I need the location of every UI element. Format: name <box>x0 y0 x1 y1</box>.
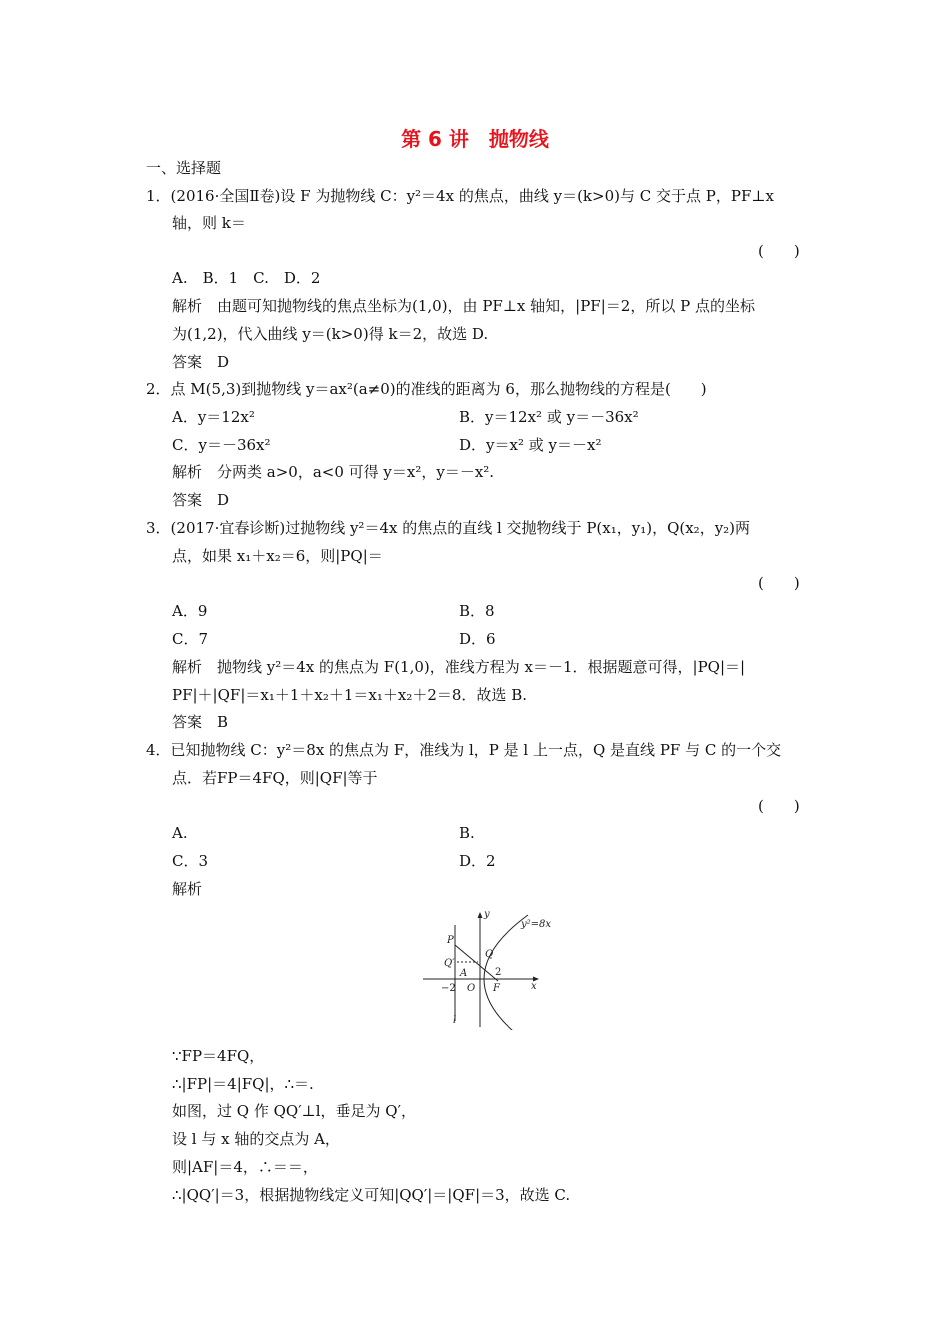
q4-option-b: B. <box>459 824 475 842</box>
q2-option-d: D．y＝x² 或 y＝－x² <box>459 436 602 454</box>
page-title: 第 6 讲 抛物线 <box>401 127 549 151</box>
q1-explanation-line1: 解析 由题可知抛物线的焦点坐标为(1,0)，由 PF⊥x 轴知，|PF|＝2，所以 P 点的坐标 <box>172 297 755 315</box>
q2-stem: 2．点 M(5,3)到抛物线 y＝ax²(a≠0)的准线的距离为 6，那么抛物线的方程是( ) <box>146 380 707 398</box>
q4-option-a: A. <box>172 824 188 842</box>
q3-option-d: D．6 <box>459 630 496 648</box>
x-axis-label: x <box>531 981 537 992</box>
q4-solution-line4: 设 l 与 x 轴的交点为 A， <box>172 1130 340 1148</box>
q1-answer-blank: ( ) <box>758 242 800 260</box>
q4-explanation-label: 解析 <box>172 880 203 898</box>
tick-neg2-label: −2 <box>441 983 456 994</box>
q4-option-d: D．2 <box>459 852 496 870</box>
q4-option-c: C．3 <box>172 852 209 870</box>
q1-explanation-line2: 为(1,2)，代入曲线 y＝(k>0)得 k＝2，故选 D. <box>172 325 489 343</box>
q2-answer: 答案 D <box>172 491 230 509</box>
q3-stem-line2: 点，如果 x₁＋x₂＝6，则|PQ|＝ <box>172 547 383 565</box>
q2-option-a: A．y＝12x² <box>172 408 255 426</box>
q3-answer: 答案 B <box>172 713 229 731</box>
q3-answer-blank: ( ) <box>758 574 800 592</box>
q4-solution-line5: 则|AF|＝4，∴＝＝， <box>172 1158 318 1176</box>
q4-solution-line1: ∵FP＝4FQ， <box>172 1047 265 1065</box>
q1-stem-line1: 1．(2016·全国Ⅱ卷)设 F 为抛物线 C：y²＝4x 的焦点，曲线 y＝(k>0)与 C 交于点 P，PF⊥x <box>146 187 774 205</box>
parabola-curve <box>484 915 528 1030</box>
parabola-figure <box>415 905 560 1030</box>
point-p-label: P <box>447 935 454 946</box>
point-f-label: F <box>493 983 500 994</box>
origin-label: O <box>467 983 476 994</box>
q3-option-c: C．7 <box>172 630 209 648</box>
q4-solution-line6: ∴|QQ′|＝3，根据抛物线定义可知|QQ′|＝|QF|＝3，故选 C. <box>172 1186 571 1204</box>
q4-solution-line2: ∴|FP|＝4|FQ|，∴＝. <box>172 1075 314 1093</box>
q1-options: A. B．1 C. D．2 <box>172 269 321 287</box>
q1-stem-line2: 轴，则 k＝ <box>172 214 246 232</box>
q1-answer: 答案 D <box>172 353 230 371</box>
q2-explanation: 解析 分两类 a>0，a<0 可得 y＝x²，y＝－x². <box>172 463 495 481</box>
q3-option-b: B．8 <box>459 602 495 620</box>
q3-stem-line1: 3．(2017·宜春诊断)过抛物线 y²＝4x 的焦点的直线 l 交抛物线于 P(x₁，y₁)，Q(x₂，y₂)两 <box>146 519 751 537</box>
point-a-label: A <box>460 968 468 979</box>
section-heading: 一、选择题 <box>146 159 222 177</box>
curve-label: y²=8x <box>521 919 552 930</box>
q4-stem-line2: 点．若FP＝4FQ，则|QF|等于 <box>172 769 378 787</box>
point-q-label: Q <box>485 949 494 960</box>
q4-stem-line1: 4．已知抛物线 C：y²＝8x 的焦点为 F，准线为 l，P 是 l 上一点，Q 是直线 PF 与 C 的一个交 <box>146 741 782 759</box>
point-q-prime-label: Q′ <box>444 958 455 969</box>
directrix-label: l <box>453 1015 457 1026</box>
q4-answer-blank: ( ) <box>758 797 800 815</box>
y-axis-arrow <box>478 912 483 918</box>
q3-explanation-line1: 解析 抛物线 y²＝4x 的焦点为 F(1,0)，准线方程为 x＝－1．根据题意可得，|PQ|＝| <box>172 658 746 676</box>
y-axis-label: y <box>484 909 490 920</box>
q4-solution-line3: 如图，过 Q 作 QQ′⊥l，垂足为 Q′， <box>172 1102 416 1120</box>
q3-explanation-line2: PF|＋|QF|＝x₁＋1＋x₂＋1＝x₁＋x₂＋2＝8．故选 B. <box>172 686 527 704</box>
q2-option-b: B．y＝12x² 或 y＝－36x² <box>459 408 639 426</box>
q3-option-a: A．9 <box>172 602 208 620</box>
q2-option-c: C．y＝－36x² <box>172 436 271 454</box>
tick-2-label: 2 <box>495 967 502 978</box>
